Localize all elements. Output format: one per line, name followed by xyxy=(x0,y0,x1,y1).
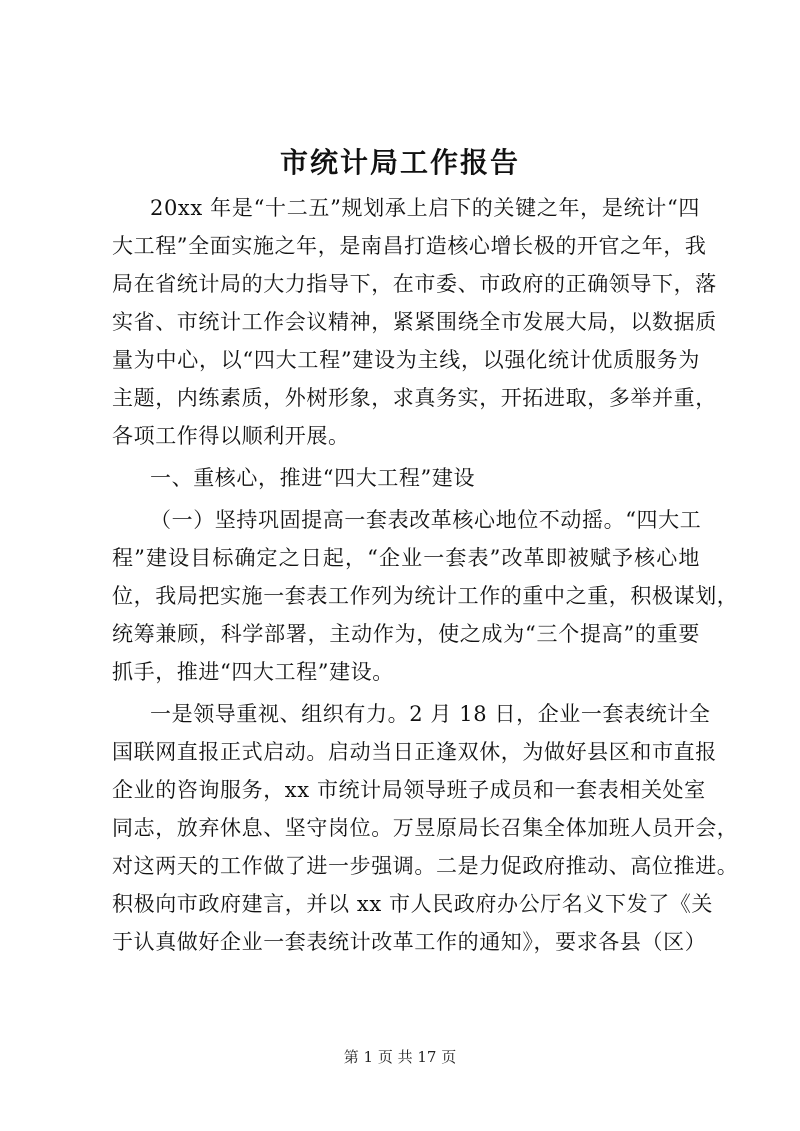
paragraph-leadership xyxy=(112,695,739,961)
document-body xyxy=(112,189,739,961)
text-line: 一是领导重视、组织有力。2 月 18 日，企业一套表统计全 xyxy=(150,702,711,726)
heading-line: 一、重核心，推进“四大工程”建设 xyxy=(150,466,476,490)
text-line: 量为中心，以“四大工程”建设为主线，以强化统计优质服务为 xyxy=(112,348,700,372)
text-line: 各项工作得以顺利开展。 xyxy=(112,424,350,448)
text-line: 主题，内练素质，外树形象，求真务实，开拓进取，多举并重， xyxy=(112,386,717,410)
text-line: （一）坚持巩固提高一套表改革核心地位不动摇。“四大工 xyxy=(150,508,702,532)
text-line: 企业的咨询服务，xx 市统计局领导班子成员和一套表相关处室 xyxy=(112,778,706,802)
text-line: 国联网直报正式启动。启动当日正逢双休，为做好县区和市直报 xyxy=(112,740,717,764)
text-line: 对这两天的工作做了进一步强调。二是力促政府推动、高位推进。 xyxy=(112,854,739,878)
paragraph-intro xyxy=(112,189,717,455)
text-line: 程”建设目标确定之日起，“企业一套表”改革即被赋予核心地 xyxy=(112,546,700,570)
text-line: 于认真做好企业一套表统计改革工作的通知》，要求各县（区） xyxy=(112,930,707,954)
text-line: 统筹兼顾，科学部署，主动作为，使之成为“三个提高”的重要 xyxy=(112,622,700,646)
text-line: 位，我局把实施一套表工作列为统计工作的重中之重，积极谋划， xyxy=(112,584,739,608)
text-line: 同志，放弃休息、坚守岗位。万昱原局长召集全体加班人员开会， xyxy=(112,816,739,840)
document-title: 市统计局工作报告 xyxy=(279,146,520,179)
section-heading xyxy=(112,459,700,497)
text-line: 积极向市政府建言，并以 xx 市人民政府办公厅名义下发了《关 xyxy=(112,892,714,916)
text-line: 实省、市统计工作会议精神，紧紧围绕全市发展大局，以数据质 xyxy=(112,310,717,334)
text-line: 20xx 年是“十二五”规划承上启下的关键之年，是统计“四 xyxy=(150,196,700,220)
paragraph-subsection-1 xyxy=(112,501,739,691)
text-line: 抓手，推进“四大工程”建设。 xyxy=(112,660,394,684)
text-line: 大工程”全面实施之年，是南昌打造核心增长极的开官之年，我 xyxy=(112,234,707,258)
text-line: 局在省统计局的大力指导下，在市委、市政府的正确领导下，落 xyxy=(112,272,717,296)
page-number-footer: 第 1 页 共 17 页 xyxy=(343,1048,457,1066)
